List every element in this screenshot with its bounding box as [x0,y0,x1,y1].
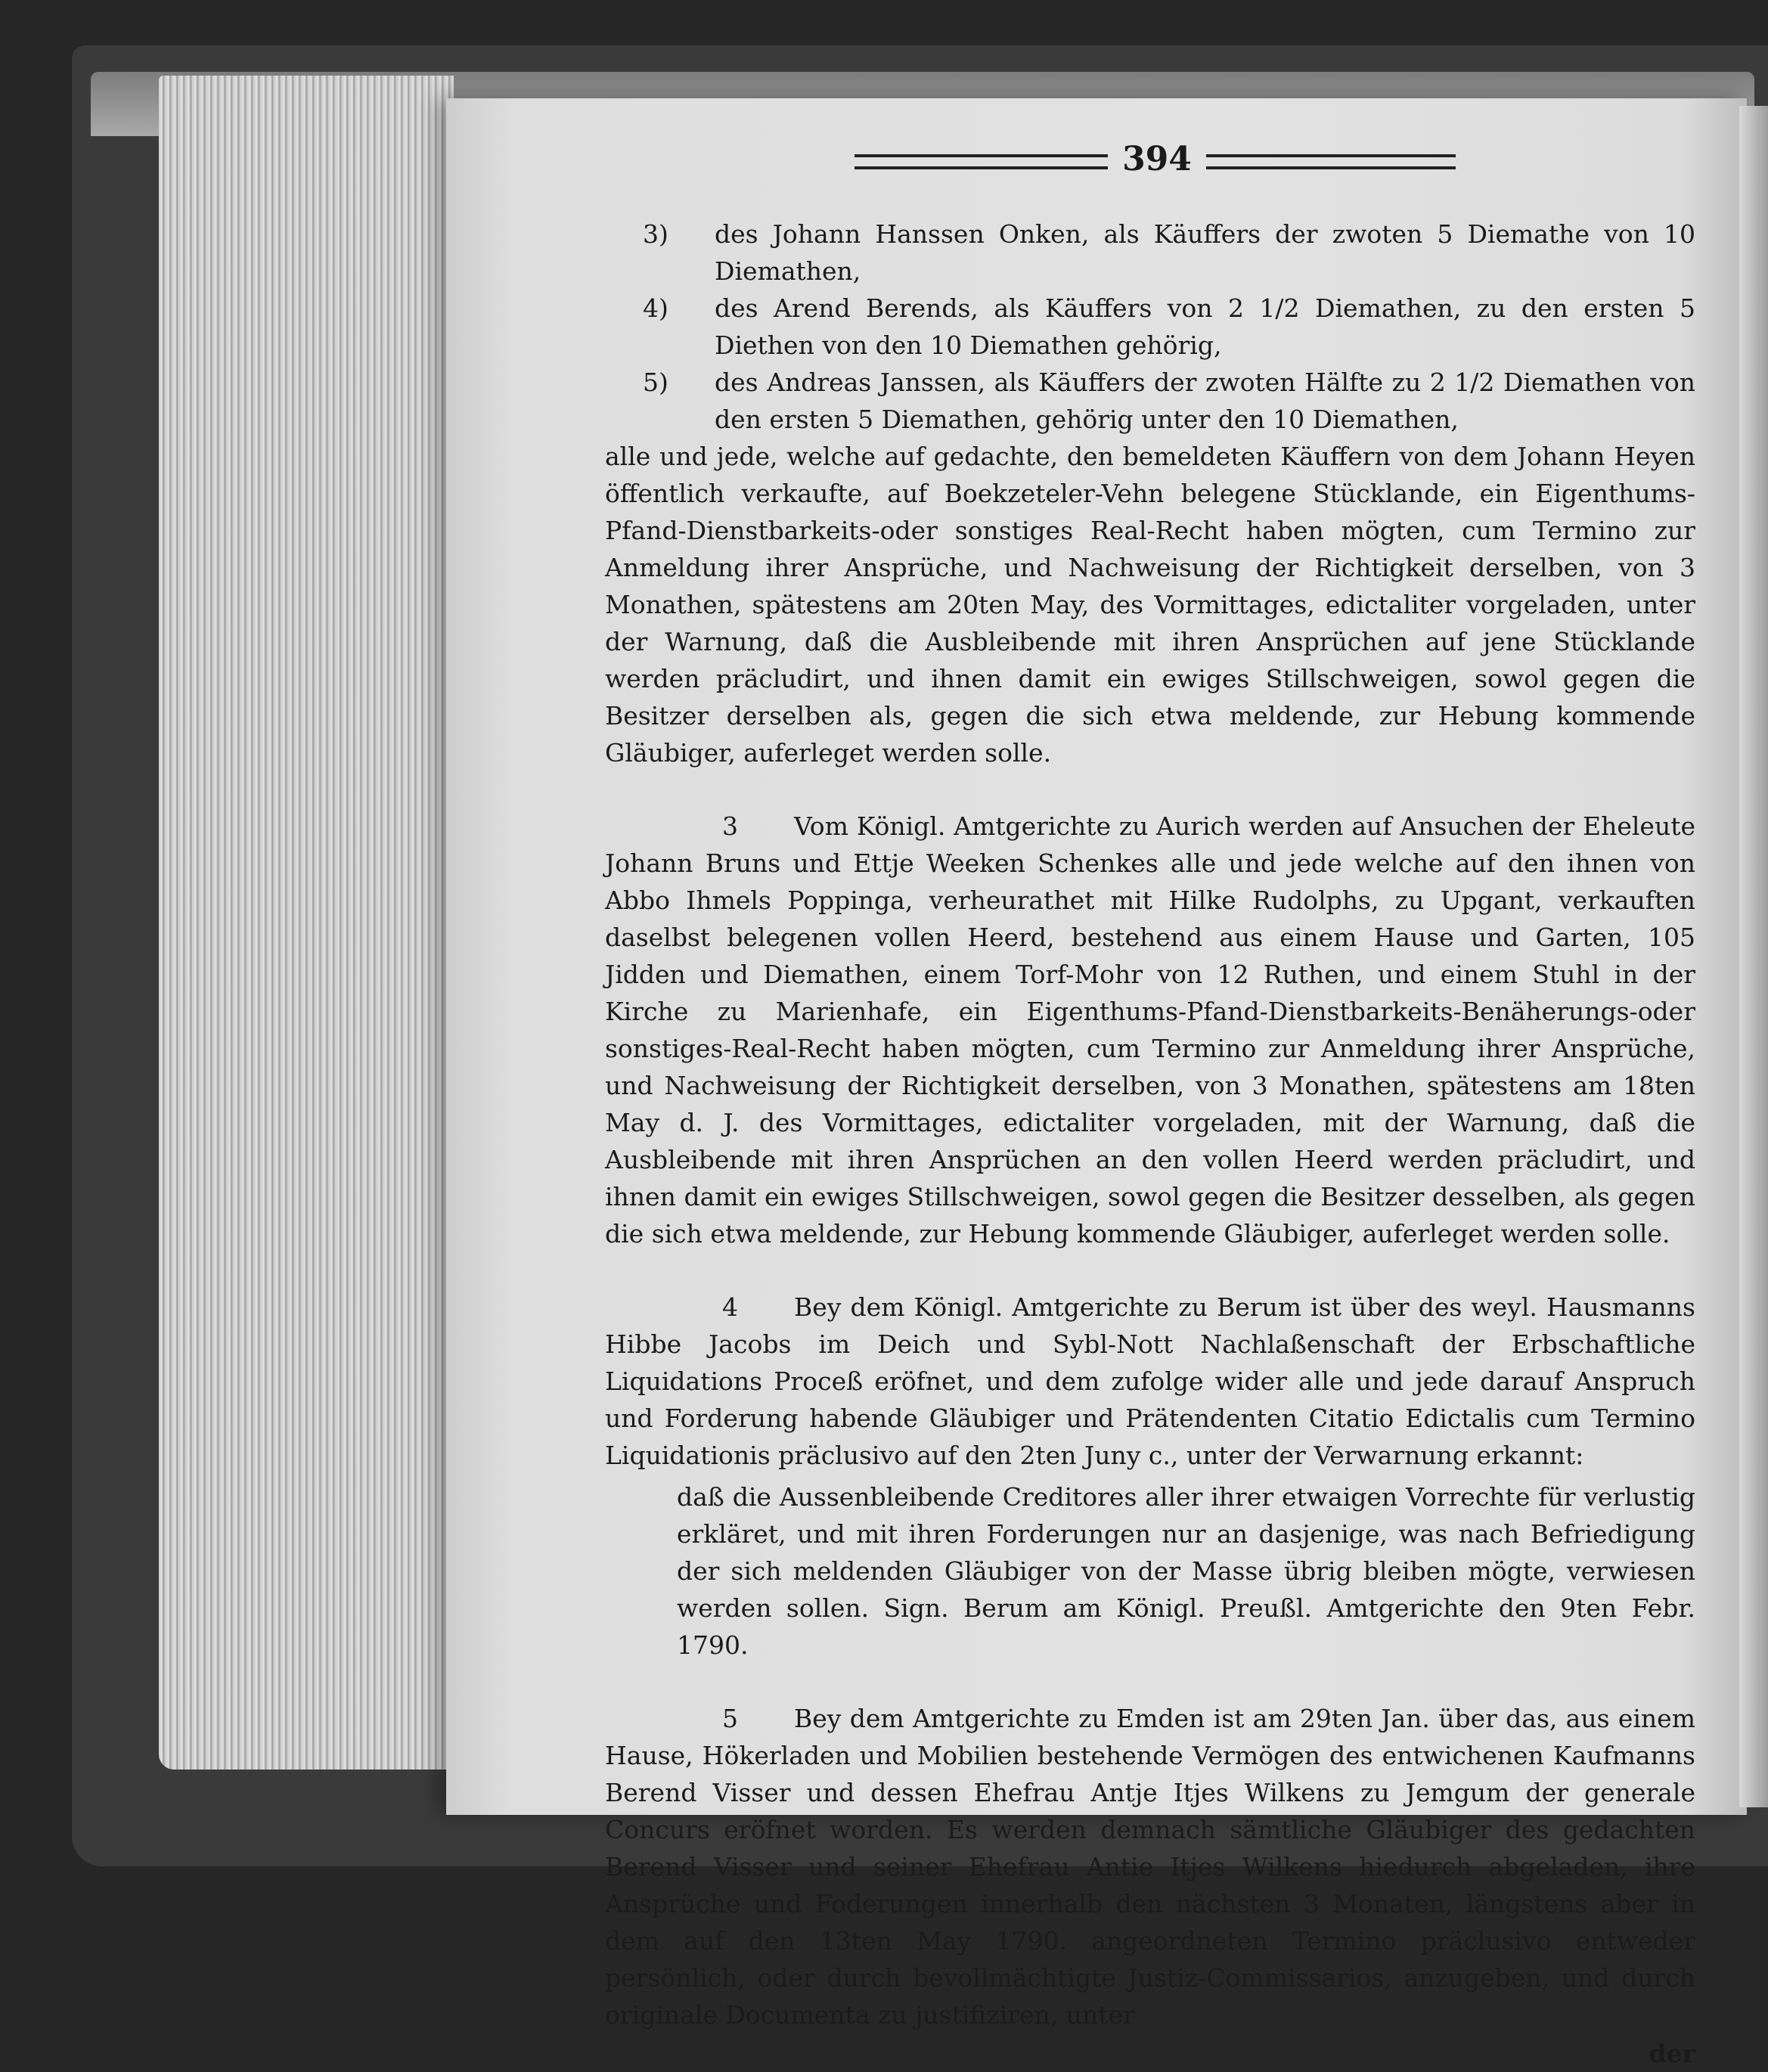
item-text: des Johann Hanssen Onken, als Käuffers der zwoten 5 Diemathe von 10 Diemathen, [715,219,1695,286]
section-number: 5 [722,1704,738,1733]
section-4-quote: daß die Aussenbleibende Creditores aller ihrer etwaigen Vorrechte für verlustig erkläret, und mit ihren Forderungen nur an dasjenige, was nach Befriedigung der sich meldenden Gläubiger von der Masse übrig bleiben mögte, verwiesen werden sollen. Sign. Berum am Königl. Preußl. Amtgerichte den 9ten Febr. 1790. [677,1482,1695,1660]
item-number: 3) [643,219,668,249]
item-number: 4) [643,293,668,323]
section-4 [605,1289,1695,1474]
section-text: Vom Königl. Amtgerichte zu Aurich werden auf Ansuchen der Eheleute Johann Bruns und Ettje Weeken Schenkes alle und jede welche auf den ihnen von Abbo Ihmels Poppinga, verheurathet mit Hilke Rudolphs, zu Upgant, verkauften daselbst belegenen vollen Heerd, bestehend aus einem Hause und Garten, 105 Jidden und Diemathen, einem Torf-Mohr von 12 Ruthen, und einem Stuhl in der Kirche zu Marienhafe, ein Eigenthums-Pfand-Dienstbarkeits-Benäherungs-oder sonstiges-Real-Recht haben mögten, cum Termino zur Anmeldung ihrer Ansprüche, und Nachweisung der Richtigkeit derselben, von 3 Monathen, spätestens am 18ten May d. J. des Vormittages, edictaliter vorgeladen, mit der Warnung, daß die Ausbleibende mit ihren Ansprüchen an den vollen Heerd werden präcludirt, und ihnen damit ein ewiges Stillschweigen, sowol gegen die Besitzer desselben, als gegen die sich etwa meldende, zur Hebung kommende Gläubiger, auferleget werden solle. [605,811,1695,1248]
page-header [855,141,1649,186]
page-right-edge [1739,106,1768,1807]
page-stack-edge [159,76,454,1770]
section-text: Bey dem Amtgerichte zu Emden ist am 29ten Jan. über das, aus einem Hause, Hökerladen und Mobilien bestehende Vermögen des entwichenen Kaufmanns Berend Visser und dessen Ehefrau Antje Itjes Wilkens zu Jemgum der generale Concurs eröfnet worden. Es werden demnach sämtliche Gläubiger des gedachten Berend Visser und seiner Ehefrau Antie Itjes Wilkens hiedurch abgeladen, ihre Ansprüche und Foderungen innerhalb den nächsten 3 Monaten, längstens aber in dem auf den 13ten May 1790. angeordneten Termino präclusivo entweder persönlich, oder durch bevollmächtigte Justiz-Commissarios, anzugeben, und durch originale Documenta zu justifiziren, unter [605,1704,1695,2030]
item-text: des Arend Berends, als Käuffers von 2 1/2 Diemathen, zu den ersten 5 Diethen von den 10 Diemathen gehörig, [715,293,1695,360]
section-5 [605,1700,1695,2033]
item-number: 5) [643,368,668,397]
page-text [605,216,1695,2072]
item-text: des Andreas Janssen, als Käuffers der zwoten Hälfte zu 2 1/2 Diemathen von den ersten 5 Diemathen, gehörig unter den 10 Diemathen, [715,368,1695,434]
list-item [605,364,1695,438]
section-text: Bey dem Königl. Amtgerichte zu Berum ist über des weyl. Hausmanns Hibbe Jacobs im Deich und Sybl-Nott Nachlaßenschaft der Erbschaftliche Liquidations Proceß eröfnet, und dem zufolge wider alle und jede darauf Anspruch und Forderung habende Gläubiger und Prätendenten Citatio Edictalis cum Termino Liquidationis präclusivo auf den 2ten Juny c., unter der Verwarnung erkannt: [605,1292,1695,1470]
section-number: 4 [722,1292,738,1322]
section-number: 3 [722,811,738,841]
list-item [605,216,1695,290]
section-3 [605,808,1695,1252]
list-item [605,290,1695,364]
header-rule-right [1206,154,1456,169]
paragraph: alle und jede, welche auf gedachte, den bemeldeten Käuffern von dem Johann Heyen öffentlich verkaufte, auf Boekzeteler-Vehn belegene Stücklande, ein Eigenthums-Pfand-Dienstbarkeits-oder sonstiges Real-Recht haben mögten, cum Termino zur Anmeldung ihrer Ansprüche, und Nachweisung der Richtigkeit derselben, von 3 Monathen, spätestens am 20ten May, des Vormittages, edictaliter vorgeladen, unter der Warnung, daß die Ausbleibende mit ihren Ansprüchen auf jene Stücklande werden präcludirt, und ihnen damit ein ewiges Stillschweigen, sowol gegen die Besitzer derselben als, gegen die sich etwa meldende, zur Hebung kommende Gläubiger, auferleget werden solle. [605,442,1695,768]
header-rule-left [855,154,1108,169]
page-number: 394 [1122,140,1192,178]
page [446,98,1747,2068]
catchword: der [1649,2039,1695,2068]
